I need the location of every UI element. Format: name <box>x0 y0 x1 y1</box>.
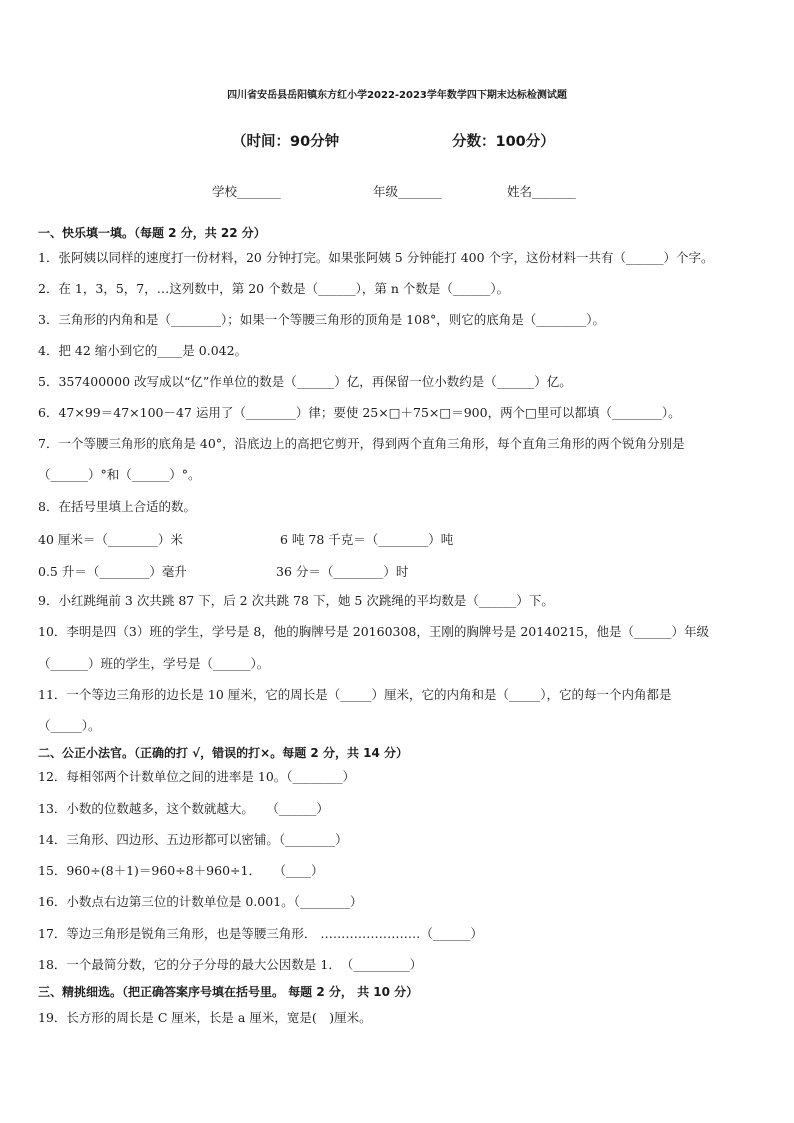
question-7-line-1: 7．一个等腰三角形的底角是 40°，沿底边上的高把它剪开，得到两个直角三角形，每个直角三角形的两个锐角分别是 <box>38 436 685 451</box>
question-8-item-a: 40 厘米＝（________）米 <box>38 532 183 547</box>
school-field: 学校_______ <box>212 184 281 199</box>
section-heading-1: 一、快乐填一填。（每题 2 分，共 22 分） <box>38 226 266 240</box>
question-12: 12．每相邻两个计数单位之间的进率是 10。（________） <box>38 769 356 784</box>
question-13: 13．小数的位数越多，这个数就越大。 （______） <box>38 801 329 816</box>
question-5: 5．357400000 改写成以“亿”作单位的数是（______）亿，再保留一位小数约是（______）亿。 <box>38 374 572 389</box>
question-8: 8．在括号里填上合适的数。 <box>38 499 196 514</box>
question-19: 19．长方形的周长是 C 厘米，长是 a 厘米，宽是( )厘米。 <box>38 1010 372 1025</box>
section-heading-2: 二、公正小法官。（正确的打 √，错误的打×。每题 2 分，共 14 分） <box>38 746 408 760</box>
section-heading-3: 三、精挑细选。（把正确答案序号填在括号里。 每题 2 分， 共 10 分） <box>38 985 419 999</box>
exam-time: （时间：90分钟 <box>232 134 340 150</box>
exam-score: 分数：100分） <box>452 134 555 150</box>
question-8-item-c: 0.5 升＝（________）毫升 <box>38 564 187 579</box>
student-info-line <box>0 182 794 202</box>
question-2: 2．在 1，3，5，7，…这列数中，第 20 个数是（______），第 n 个数是（______）。 <box>38 281 510 296</box>
question-16: 16．小数点右边第三位的计数单位是 0.001。（________） <box>38 894 363 909</box>
question-17: 17．等边三角形是锐角三角形，也是等腰三角形． ……………………（______） <box>38 926 483 941</box>
question-3: 3．三角形的内角和是（________）；如果一个等腰三角形的顶角是 108°，则它的底角是（________）。 <box>38 312 606 327</box>
question-9: 9．小红跳绳前 3 次共跳 87 下，后 2 次共跳 78 下，她 5 次跳绳的平均数是（______）下。 <box>38 593 554 608</box>
name-field: 姓名_______ <box>507 184 576 199</box>
exam-meta <box>0 130 794 152</box>
question-10-line-2: （______）班的学生，学号是（______）。 <box>38 656 270 671</box>
question-10-line-1: 10．李明是四（3）班的学生，学号是 8，他的胸牌号是 20160308，王刚的胸牌号是 20140215，他是（______）年级 <box>38 624 709 639</box>
question-4: 4．把 42 缩小到它的____是 0.042。 <box>38 343 248 358</box>
question-15: 15．960÷(8＋1)＝960÷8＋960÷1． （____） <box>38 863 324 878</box>
grade-field: 年级_______ <box>373 184 442 199</box>
question-11-line-2: （_____）。 <box>38 718 101 733</box>
exam-title: 四川省安岳县岳阳镇东方红小学2022-2023学年数学四下期末达标检测试题 <box>227 90 567 101</box>
question-1: 1．张阿姨以同样的速度打一份材料，20 分钟打完。如果张阿姨 5 分钟能打 400 个字，这份材料一共有（______）个字。 <box>38 250 714 265</box>
question-8-item-d: 36 分＝（________）时 <box>276 564 409 579</box>
question-11-line-1: 11．一个等边三角形的边长是 10 厘米，它的周长是（_____）厘米，它的内角和是（_____），它的每一个内角都是 <box>38 687 672 702</box>
question-8-item-b: 6 吨 78 千克＝（________）吨 <box>280 532 454 547</box>
question-14: 14．三角形、四边形、五边形都可以密铺。（________） <box>38 832 348 847</box>
question-6: 6．47×99＝47×100－47 运用了（________）律；要使 25×□＋75×□＝900，两个□里可以都填（________）。 <box>38 405 681 420</box>
question-18: 18．一个最简分数，它的分子分母的最大公因数是 1． （_________） <box>38 957 423 972</box>
question-7-line-2: （______）°和（______）°。 <box>38 467 201 482</box>
